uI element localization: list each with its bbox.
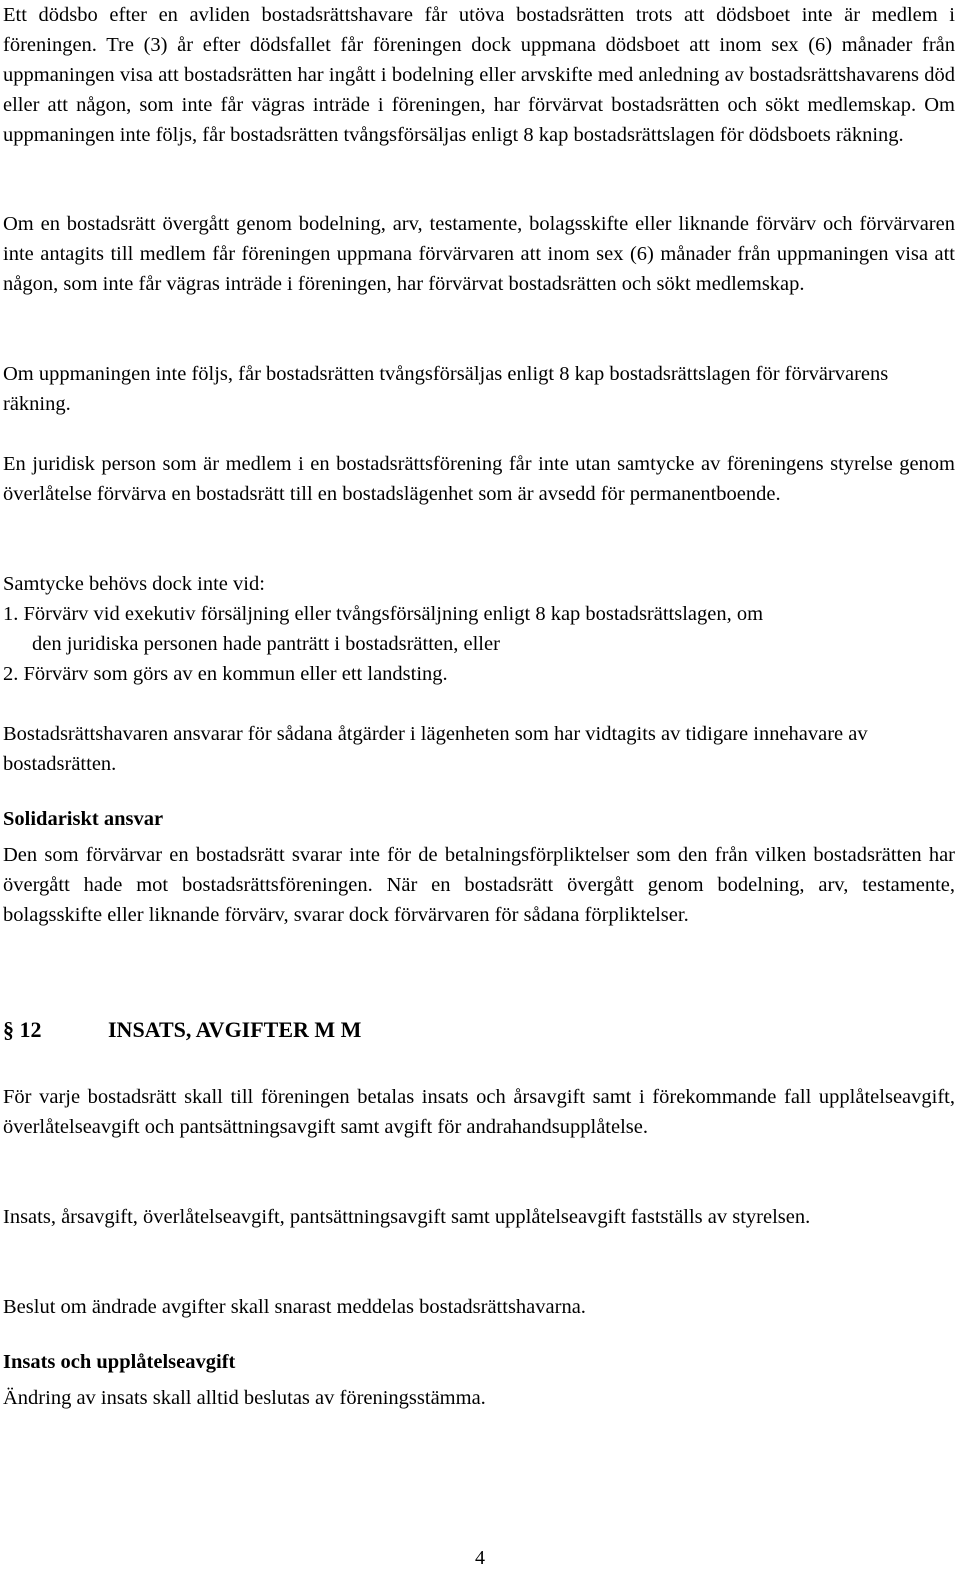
heading-insats-upplatelseavgift: Insats och upplåtelseavgift [3,1351,236,1373]
list-intro: Samtycke behövs dock inte vid: [3,573,265,595]
list-item-1-continuation: den juridiska personen hade panträtt i bostadsrätten, eller [32,633,500,655]
paragraph-andring-insats: Ändring av insats skall alltid beslutas av föreningsstämma. [3,1387,486,1409]
list-item-1: 1. Förvärv vid exekutiv försäljning eller tvångsförsäljning enligt 8 kap bostadsrättslagen, om [3,603,764,625]
paragraph-faststalls: Insats, årsavgift, överlåtelseavgift, pantsättningsavgift samt upplåtelseavgift fastställs av styrelsen. [3,1206,811,1228]
page-number: 4 [475,1547,485,1569]
section-number: § 12 [3,1017,42,1042]
paragraph-tvangsforsaljning: Om uppmaningen inte följs, får bostadsrätten tvångsförsäljas enligt 8 kap bostadsrättslagen för förvärvarens räkning. [3,363,889,415]
paragraph-solidariskt-ansvar: Den som förvärvar en bostadsrätt svarar inte för de betalningsförpliktelser som den från vilken bostadsrätten har övergått hade mot bostadsrättsföreningen. När en bostadsrätt övergått genom bodelning, arv, testamente, bolagsskifte eller liknande förvärv, svarar dock förvärvaren för sådana förpliktelser. [3,844,955,926]
paragraph-dodsbo: Ett dödsbo efter en avliden bostadsrättshavare får utöva bostadsrätten trots att dödsboet inte är medlem i föreningen. Tre (3) år efter dödsfallet får föreningen dock uppmana dödsboet att inom sex (6) månader från uppmaningen visa att bostadsrätten har ingått i bodelning eller arvskifte med anledning av bostadsrättshavarens död eller att någon, som inte får vägras inträde i föreningen, har förvärvat bostadsrätten och sökt medlemskap. Om uppmaningen inte följs, får bostadsrätten tvångsförsäljas enligt 8 kap bostadsrättslagen för dödsboets räkning. [3,4,955,146]
paragraph-juridisk-person: En juridisk person som är medlem i en bostadsrättsförening får inte utan samtycke av föreningens styrelse genom överlåtelse förvärva en bostadsrätt till en bostadslägenhet som är avsedd för permanentboende. [3,453,955,505]
paragraph-overgang: Om en bostadsrätt övergått genom bodelning, arv, testamente, bolagsskifte eller liknande förvärv och förvärvaren inte antagits till medlem får föreningen uppmana förvärvaren att inom sex (6) månader från uppmaningen visa att någon, som inte får vägras inträde i föreningen, har förvärvat bostadsrätten och sökt medlemskap. [3,213,955,295]
section-title: INSATS, AVGIFTER M M [108,1017,362,1042]
section-heading-12 [3,1015,955,1045]
paragraph-ansvar-atgarder: Bostadsrättshavaren ansvarar för sådana åtgärder i lägenheten som har vidtagits av tidigare innehavare av bostadsrätten. [3,723,868,775]
heading-solidariskt-ansvar: Solidariskt ansvar [3,808,164,830]
paragraph-beslut: Beslut om ändrade avgifter skall snarast meddelas bostadsrättshavarna. [3,1296,586,1318]
list-item-2: 2. Förvärv som görs av en kommun eller ett landsting. [3,663,448,685]
paragraph-avgifter: För varje bostadsrätt skall till föreningen betalas insats och årsavgift samt i förekommande fall upplåtelseavgift, överlåtelseavgift och pantsättningsavgift samt avgift för andrahandsupplåtelse. [3,1086,955,1138]
samtycke-list [3,569,955,689]
